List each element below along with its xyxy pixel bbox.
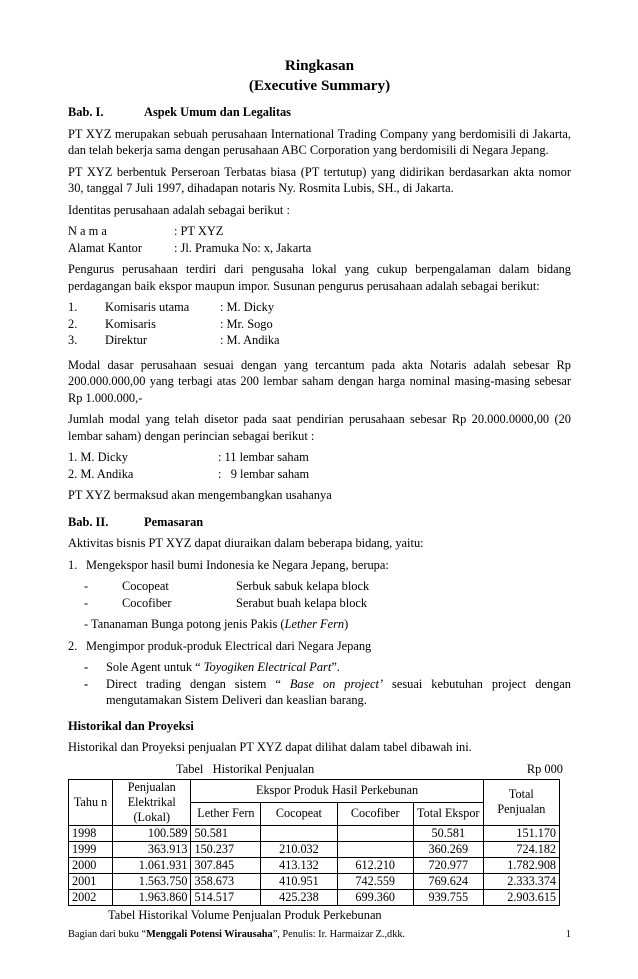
bab2-heading: Bab. II. Pemasaran (68, 514, 204, 529)
identity-row: Alamat Kantor : Jl. Pramuka No: x, Jakarta (68, 240, 312, 255)
board-row: 3. Direktur : M. Andika (68, 333, 280, 347)
header-cocofiber: Cocofiber (337, 802, 413, 825)
activity-item-1: 1. Mengekspor hasil bumi Indonesia ke Negara Jepang, berupa: (68, 557, 389, 572)
bab1-paragraph-5: Modal dasar perusahaan sesuai dengan yang tercantum pada akta Notaris adalah sebesar Rp 200.000.000,00 yang terbagi atas 200 lembar saham dengan harga nominal masing-masing sebesar Rp 1.000.000,- (68, 357, 571, 405)
table-row: 1998 100.589 50.581 50.581 151.170 (69, 825, 560, 841)
bab1-paragraph-1: PT XYZ merupakan sebuah perusahaan International Trading Company yang berdomisili di Jakarta, dan telah bekerja sama dengan perusahaan ABC Corporation yang berdomisili di Negara Jepang. (68, 126, 571, 157)
import-row: - Sole Agent untuk “ Toyogiken Electrical Part”. (84, 660, 340, 674)
sales-table (68, 779, 560, 906)
identity-list (68, 223, 571, 256)
tanaman-line: - Tananaman Bunga potong jenis Pakis (Lether Fern) (84, 617, 349, 631)
bab1-paragraph-6: Jumlah modal yang telah disetor pada saat pendirian perusahaan sebesar Rp 20.000.0000,00 (20 lembar saham) dengan perincian sebagai berikut : (68, 412, 571, 443)
header-tahun: Tahu n (69, 779, 113, 825)
table-header-row (69, 779, 560, 802)
bab2-paragraph-1: Aktivitas bisnis PT XYZ dapat diuraikan dalam beberapa bidang, yaitu: (68, 536, 424, 550)
historikal-heading: Historikal dan Proyeksi (68, 718, 194, 733)
shares-list (68, 449, 571, 482)
identity-row: N a m a : PT XYZ (68, 224, 224, 238)
table-row: 2001 1.563.750 358.673 410.951 742.559 769.624 2.333.374 (69, 873, 560, 889)
export-row: - Cocopeat Serbuk sabuk kelapa block (84, 579, 370, 593)
document-body (68, 56, 571, 923)
activity-item-2: 2. Mengimpor produk-produk Electrical dari Negara Jepang (68, 638, 372, 653)
table-row: 2002 1.963.860 514.517 425.238 699.360 939.755 2.903.615 (69, 889, 560, 905)
bab1-heading: Bab. I. Aspek Umum dan Legalitas (68, 105, 291, 119)
header-total-penjualan: Total Penjualan (483, 779, 559, 825)
header-penjualan-lokal: Penjualan Elektrikal (Lokal) (113, 779, 191, 825)
export-row: - Cocofiber Serabut buah kelapa block (84, 595, 368, 610)
bab1-paragraph-3: Identitas perusahaan adalah sebagai berikut : (68, 202, 290, 217)
footer-credit: Bagian dari buku “Menggali Potensi Wirausaha”, Penulis: Ir. Harmaizar Z.,dkk. (68, 929, 406, 940)
title-executive-summary: (Executive Summary) (248, 77, 391, 94)
table-caption-top: Tabel Historikal Penjualan Rp 000 (176, 761, 563, 776)
board-row: 2. Komisaris : Mr. Sogo (68, 316, 273, 331)
header-total-ekspor: Total Ekspor (413, 802, 483, 825)
import-list (68, 659, 571, 709)
page-number: 1 (565, 929, 571, 940)
title-ringkasan: Ringkasan (284, 57, 355, 74)
header-ekspor-group: Ekspor Produk Hasil Perkebunan (191, 779, 483, 802)
share-row: 2. M. Andika : 9 lembar saham (68, 466, 310, 481)
bab1-paragraph-4: Pengurus perusahaan terdiri dari pengusaha lokal yang cukup berpengalaman dalam bidang perdagangan baik ekspor maupun impor. Susunan pengurus perusahaan adalah sebagai berikut: (68, 262, 571, 293)
bab1-paragraph-2: PT XYZ berbentuk Perseroan Terbatas biasa (PT tertutup) yang didirikan berdasarkan akta nomor 30, tanggal 7 Juli 1997, dihadapan notaris Ny. Rosmita Lubis, SH., di Jakarta. (68, 164, 571, 195)
board-list (68, 299, 571, 349)
table-caption-bottom: Tabel Historikal Volume Penjualan Produk Perkebunan (108, 907, 382, 922)
export-list (68, 578, 571, 611)
header-cocopeat: Cocopeat (261, 802, 337, 825)
page-footer (68, 929, 571, 940)
table-row: 1999 363.913 150.237 210.032 360.269 724.182 (69, 841, 560, 857)
import-row: - Direct trading dengan sistem “ Base on project’ sesuai kebutuhan project dengan mengutamakan Sistem Deliveri dan keaslian barang. (84, 676, 572, 707)
historikal-paragraph: Historikal dan Proyeksi penjualan PT XYZ dapat dilihat dalam tabel dibawah ini. (68, 740, 472, 754)
board-row: 1. Komisaris utama : M. Dicky (68, 300, 275, 314)
header-lether-fern: Lether Fern (191, 802, 261, 825)
share-row: 1. M. Dicky : 11 lembar saham (68, 450, 309, 464)
bab1-paragraph-7: PT XYZ bermaksud akan mengembangkan usahanya (68, 488, 332, 502)
table-row: 2000 1.061.931 307.845 413.132 612.210 720.977 1.782.908 (69, 857, 560, 873)
